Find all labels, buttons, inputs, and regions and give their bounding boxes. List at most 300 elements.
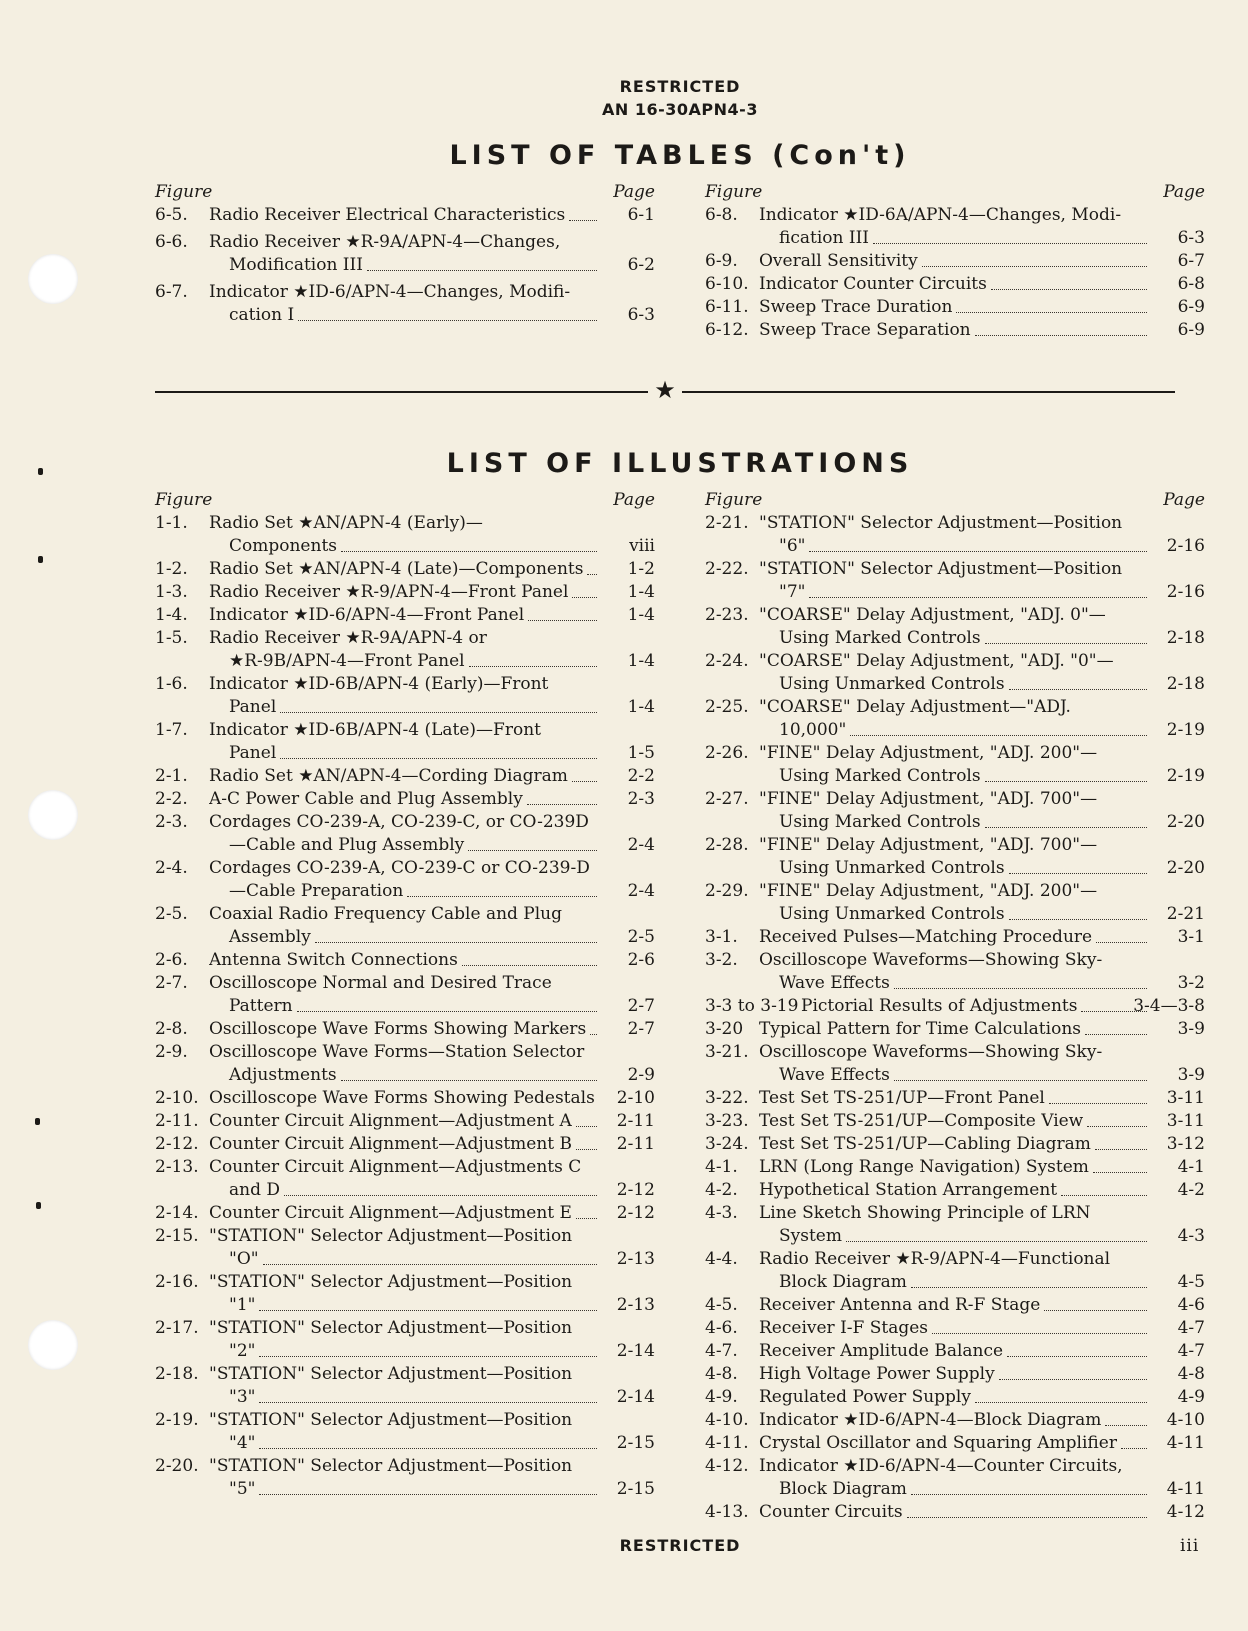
entry-title-text: Radio Receiver Electrical Characteristics (209, 205, 566, 225)
figure-number: 2-3. (155, 812, 188, 832)
entry-title-line (209, 535, 601, 558)
page-reference: 2-4 (627, 835, 655, 855)
entry-title-text: Overall Sensitivity (759, 251, 918, 271)
toc-entry (155, 512, 655, 558)
toc-entry (705, 1317, 1205, 1340)
entry-title-line: "FINE" Delay Adjustment, "ADJ. 200"— (759, 881, 1098, 901)
entry-title-text: Components (229, 536, 337, 556)
toc-entry (705, 273, 1205, 296)
entry-title-line: Coaxial Radio Frequency Cable and Plug (209, 904, 563, 924)
page-reference: 4-5 (1177, 1272, 1205, 1292)
toc-entry (155, 581, 655, 604)
figure-number: 6-8. (705, 205, 738, 225)
entry-title-text: Using Marked Controls (779, 812, 981, 832)
figure-number: 2-2. (155, 789, 188, 809)
figure-number: 2-1. (155, 766, 188, 786)
toc-entry (155, 1156, 655, 1202)
entry-title-text: 10,000" (779, 720, 847, 740)
figure-column-label: Figure (155, 490, 213, 510)
page-reference: 2-13 (616, 1249, 655, 1269)
toc-entry (705, 1432, 1205, 1455)
entry-title-text: ★R-9B/APN-4—Front Panel (229, 651, 465, 671)
entry-title-text: —Cable Preparation (229, 881, 404, 901)
dot-leader (315, 926, 597, 943)
page-reference: 6-3 (627, 305, 655, 325)
figure-number: 3-22. (705, 1088, 749, 1108)
entry-title-line (801, 995, 1151, 1018)
dot-leader (259, 1340, 597, 1357)
page-reference: 1-4 (627, 605, 655, 625)
section-divider (155, 376, 1175, 404)
entry-title-text: Pattern (229, 996, 293, 1016)
figure-number: 2-14. (155, 1203, 199, 1223)
entry-title-text: Indicator Counter Circuits (759, 274, 987, 294)
dot-leader (572, 581, 597, 598)
figure-number: 4-11. (705, 1433, 749, 1453)
dot-leader (572, 765, 597, 782)
page-reference: 6-7 (1177, 251, 1205, 271)
figure-number: 1-3. (155, 582, 188, 602)
figure-number: 4-9. (705, 1387, 738, 1407)
dot-leader (1087, 1110, 1147, 1127)
toc-entry (705, 250, 1205, 273)
toc-entry (155, 765, 655, 788)
page-reference: 6-2 (627, 255, 655, 275)
page-reference: 2-11 (616, 1111, 655, 1131)
margin-mark (35, 1118, 40, 1125)
figure-number: 2-23. (705, 605, 749, 625)
entry-title-line (209, 304, 601, 327)
toc-entry (155, 1087, 655, 1110)
entry-title-text: "2" (229, 1341, 256, 1361)
page-reference: 2-2 (627, 766, 655, 786)
figure-number: 1-1. (155, 513, 188, 533)
toc-entry (155, 788, 655, 811)
entry-title-line: Radio Set ★AN/APN-4 (Early)— (209, 513, 483, 533)
dot-leader (1096, 926, 1147, 943)
entry-title-line (759, 1064, 1151, 1087)
toc-entry (155, 1455, 655, 1501)
page-number: iii (1180, 1536, 1200, 1556)
column-header (155, 182, 655, 204)
toc-entry (705, 995, 1205, 1018)
entry-title-line (759, 627, 1151, 650)
entry-title-line (759, 765, 1151, 788)
figure-number: 2-15. (155, 1226, 199, 1246)
page-reference: 6-1 (627, 205, 655, 225)
page-reference: 4-8 (1177, 1364, 1205, 1384)
entry-title-line: Radio Receiver ★R-9A/APN-4—Changes, (209, 232, 561, 252)
entry-title-text: and D (229, 1180, 280, 1200)
toc-entry (705, 1110, 1205, 1133)
toc-entry (155, 604, 655, 627)
toc-entry (155, 1018, 655, 1041)
entry-title-line (209, 1018, 601, 1041)
figure-number: 2-5. (155, 904, 188, 924)
entry-title-text: Typical Pattern for Time Calculations (759, 1019, 1081, 1039)
dot-leader (576, 1110, 597, 1127)
entry-title-line (759, 581, 1151, 604)
dot-leader (985, 627, 1147, 644)
entry-title-line (759, 1087, 1151, 1110)
entry-title-text: Antenna Switch Connections (209, 950, 458, 970)
entry-title-line (759, 1179, 1151, 1202)
page-column-label: Page (613, 490, 655, 510)
dot-leader (576, 1133, 597, 1150)
dot-leader (932, 1317, 1147, 1334)
entry-title-text: Radio Set ★AN/APN-4—Cording Diagram (209, 766, 568, 786)
entry-title-text: Oscilloscope Wave Forms Showing Markers (209, 1019, 587, 1039)
dot-leader (991, 273, 1147, 290)
entry-title-text: —Cable and Plug Assembly (229, 835, 465, 855)
figure-number: 4-6. (705, 1318, 738, 1338)
entry-title-line (759, 926, 1151, 949)
figure-number: 3-21. (705, 1042, 749, 1062)
entry-title-line (209, 696, 601, 719)
entry-title-line: "STATION" Selector Adjustment—Position (209, 1318, 573, 1338)
figure-number: 6-12. (705, 320, 749, 340)
page-reference: 2-5 (627, 927, 655, 947)
dot-leader (975, 1386, 1147, 1403)
toc-entry (705, 834, 1205, 880)
toc-entry (155, 903, 655, 949)
toc-entry (155, 673, 655, 719)
entry-title-text: Wave Effects (779, 973, 890, 993)
toc-entry (705, 1156, 1205, 1179)
figure-number: 4-13. (705, 1502, 749, 1522)
entry-title-text: Receiver Amplitude Balance (759, 1341, 1004, 1361)
entry-title-line: Cordages CO-239-A, CO-239-C, or CO-239D (209, 812, 589, 832)
entry-title-line (759, 903, 1151, 926)
toc-entry (155, 204, 655, 227)
figure-number: 2-25. (705, 697, 749, 717)
figure-number: 4-12. (705, 1456, 749, 1476)
entry-title-line: "STATION" Selector Adjustment—Position (209, 1226, 573, 1246)
entry-title-line (759, 1386, 1151, 1409)
toc-entry (705, 558, 1205, 604)
page-reference: 4-10 (1166, 1410, 1205, 1430)
illustrations-right-column (705, 490, 1205, 1524)
figure-number: 3-3 to 3-19 (705, 996, 799, 1016)
dot-leader (1105, 1409, 1147, 1426)
page-reference: 2-11 (616, 1134, 655, 1154)
toc-entry (705, 1294, 1205, 1317)
page-reference: 4-3 (1177, 1226, 1205, 1246)
figure-number: 1-6. (155, 674, 188, 694)
entry-title-line (759, 1317, 1151, 1340)
entry-title-line: "STATION" Selector Adjustment—Position (759, 559, 1123, 579)
dot-leader (468, 834, 597, 851)
divider-line (155, 391, 648, 393)
entry-title-line (209, 1087, 601, 1110)
figure-number: 2-9. (155, 1042, 188, 1062)
page-reference: 2-15 (616, 1479, 655, 1499)
entry-title-text: "7" (779, 582, 806, 602)
page-reference: 4-2 (1177, 1180, 1205, 1200)
figure-number: 6-6. (155, 232, 188, 252)
entry-title-text: Counter Circuit Alignment—Adjustment B (209, 1134, 573, 1154)
page-reference: 1-4 (627, 697, 655, 717)
toc-entry (155, 627, 655, 673)
page-reference: 2-12 (616, 1180, 655, 1200)
dot-leader (1007, 1340, 1147, 1357)
figure-number: 2-13. (155, 1157, 199, 1177)
entry-title-line (759, 1478, 1151, 1501)
figure-number: 2-20. (155, 1456, 199, 1476)
dot-leader (259, 1294, 597, 1311)
entry-title-text: High Voltage Power Supply (759, 1364, 995, 1384)
entry-title-text: Regulated Power Supply (759, 1387, 971, 1407)
entry-title-line (209, 1340, 601, 1363)
dot-leader (341, 535, 597, 552)
entry-title-line (209, 1110, 601, 1133)
entry-title-line (759, 1432, 1151, 1455)
page-reference: 2-10 (616, 1088, 655, 1108)
page-reference: 1-2 (627, 559, 655, 579)
entry-title-line: Oscilloscope Normal and Desired Trace (209, 973, 552, 993)
entry-title-line (759, 250, 1151, 273)
toc-entry (705, 742, 1205, 788)
toc-entry (705, 788, 1205, 834)
entry-title-line (759, 972, 1151, 995)
entry-title-line: "FINE" Delay Adjustment, "ADJ. 700"— (759, 789, 1098, 809)
tables-right-column (705, 182, 1205, 342)
dot-leader (1009, 857, 1147, 874)
entry-title-text: Received Pulses—Matching Procedure (759, 927, 1093, 947)
dot-leader (462, 949, 597, 966)
dot-leader (999, 1363, 1147, 1380)
entry-title-line (209, 1179, 601, 1202)
figure-number: 4-2. (705, 1180, 738, 1200)
dot-leader (576, 1202, 597, 1219)
dot-leader (985, 765, 1147, 782)
entry-title-line (209, 254, 601, 277)
page-reference: 2-4 (627, 881, 655, 901)
binder-hole (28, 1320, 78, 1370)
entry-title-text: Pictorial Results of Adjustments (801, 996, 1078, 1016)
figure-number: 3-24. (705, 1134, 749, 1154)
page-reference: 2-7 (627, 996, 655, 1016)
entry-title-text: Sweep Trace Separation (759, 320, 971, 340)
figure-number: 3-1. (705, 927, 738, 947)
entry-title-line (759, 1110, 1151, 1133)
toc-entry (705, 1179, 1205, 1202)
entry-title-line (209, 880, 601, 903)
page-reference: 4-6 (1177, 1295, 1205, 1315)
dot-leader (528, 604, 597, 621)
dot-leader (284, 1179, 597, 1196)
figure-number: 2-21. (705, 513, 749, 533)
entry-title-line (209, 834, 601, 857)
entry-title-line (209, 1064, 601, 1087)
entry-title-line (759, 1018, 1151, 1041)
entry-title-line (759, 1225, 1151, 1248)
figure-number: 4-8. (705, 1364, 738, 1384)
figure-number: 2-6. (155, 950, 188, 970)
entry-title-text: "4" (229, 1433, 256, 1453)
page-reference: 2-12 (616, 1203, 655, 1223)
page-reference: viii (629, 536, 655, 556)
entry-title-line (759, 273, 1151, 296)
toc-entry (155, 811, 655, 857)
toc-entry (705, 604, 1205, 650)
entry-title-line: Cordages CO-239-A, CO-239-C or CO-239-D (209, 858, 590, 878)
footer-security-classification: RESTRICTED (619, 1536, 741, 1555)
entry-title-line (759, 1271, 1151, 1294)
page-reference: 3-2 (1177, 973, 1205, 993)
toc-entry (705, 204, 1205, 250)
dot-leader (569, 204, 597, 221)
entry-title-line (209, 926, 601, 949)
entry-title-text: cation I (229, 305, 295, 325)
page-reference: 3-11 (1166, 1088, 1205, 1108)
figure-number: 2-7. (155, 973, 188, 993)
entry-title-line (759, 296, 1151, 319)
entry-title-line: Indicator ★ID-6/APN-4—Counter Circuits, (759, 1456, 1123, 1476)
divider-line (682, 391, 1175, 393)
binder-hole (28, 790, 78, 840)
entry-title-line (759, 1340, 1151, 1363)
toc-entry (155, 281, 655, 327)
entry-title-text: Sweep Trace Duration (759, 297, 953, 317)
entry-title-line (209, 1478, 601, 1501)
entry-title-text: Oscilloscope Wave Forms Showing Pedestals (209, 1088, 595, 1108)
figure-number: 3-20 (705, 1019, 744, 1039)
page-reference: 3-1 (1177, 927, 1205, 947)
entry-title-line (209, 949, 601, 972)
entry-title-line: Oscilloscope Waveforms—Showing Sky- (759, 950, 1103, 970)
entry-title-line: "FINE" Delay Adjustment, "ADJ. 200"— (759, 743, 1098, 763)
figure-number: 2-4. (155, 858, 188, 878)
entry-title-line: "STATION" Selector Adjustment—Position (209, 1272, 573, 1292)
entry-title-text: LRN (Long Range Navigation) System (759, 1157, 1089, 1177)
dot-leader (1049, 1087, 1147, 1104)
entry-title-line (759, 1294, 1151, 1317)
dot-leader (407, 880, 597, 897)
list-of-illustrations-title: LIST OF ILLUSTRATIONS (446, 448, 914, 479)
page-reference: 2-3 (627, 789, 655, 809)
dot-leader (367, 254, 597, 271)
toc-entry (705, 319, 1205, 342)
figure-column-label: Figure (155, 182, 213, 202)
figure-number: 3-23. (705, 1111, 749, 1131)
dot-leader (911, 1478, 1147, 1495)
page-reference: 2-14 (616, 1341, 655, 1361)
entry-title-line: "STATION" Selector Adjustment—Position (759, 513, 1123, 533)
toc-entry (155, 949, 655, 972)
entry-title-text: Counter Circuit Alignment—Adjustment A (209, 1111, 572, 1131)
toc-entry (705, 1133, 1205, 1156)
toc-entry (705, 1087, 1205, 1110)
dot-leader (280, 696, 597, 713)
dot-leader (985, 811, 1147, 828)
entry-title-line (759, 1409, 1151, 1432)
entry-title-line (209, 1386, 601, 1409)
dot-leader (922, 250, 1147, 267)
toc-entry (155, 1133, 655, 1156)
entry-title-line (759, 1501, 1151, 1524)
toc-entry (155, 1409, 655, 1455)
page-reference: 1-5 (627, 743, 655, 763)
entry-title-line: Indicator ★ID-6B/APN-4 (Early)—Front (209, 674, 549, 694)
entry-title-line: "STATION" Selector Adjustment—Position (209, 1364, 573, 1384)
entry-title-line (209, 650, 601, 673)
entry-title-line (759, 1133, 1151, 1156)
page-reference: 2-21 (1166, 904, 1205, 924)
entry-title-line: Radio Receiver ★R-9A/APN-4 or (209, 628, 487, 648)
entry-title-text: Test Set TS-251/UP—Cabling Diagram (759, 1134, 1091, 1154)
entry-title-line (209, 1432, 601, 1455)
entry-title-line (209, 581, 601, 604)
list-of-tables-title: LIST OF TABLES (Con't) (449, 140, 911, 171)
entry-title-line (759, 811, 1151, 834)
page-reference: 1-4 (627, 651, 655, 671)
dot-leader (1121, 1432, 1147, 1449)
page-reference: 2-20 (1166, 812, 1205, 832)
figure-number: 2-19. (155, 1410, 199, 1430)
page-reference: 2-9 (627, 1065, 655, 1085)
toc-entry (705, 949, 1205, 995)
page-reference: 3-9 (1177, 1019, 1205, 1039)
entry-title-line: Indicator ★ID-6B/APN-4 (Late)—Front (209, 720, 541, 740)
figure-number: 1-7. (155, 720, 188, 740)
page-reference: 3-12 (1166, 1134, 1205, 1154)
toc-entry (155, 857, 655, 903)
dot-leader (1061, 1179, 1147, 1196)
dot-leader (280, 742, 597, 759)
entry-title-line: "COARSE" Delay Adjustment—"ADJ. (759, 697, 1071, 717)
entry-title-line (209, 1202, 601, 1225)
toc-entry (705, 880, 1205, 926)
entry-title-text: Receiver I-F Stages (759, 1318, 929, 1338)
page-reference: 4-11 (1166, 1479, 1205, 1499)
figure-number: 2-17. (155, 1318, 199, 1338)
figure-number: 1-2. (155, 559, 188, 579)
entry-title-text: System (779, 1226, 842, 1246)
dot-leader (1085, 1018, 1147, 1035)
toc-entry (705, 1501, 1205, 1524)
document-number: AN 16-30APN4-3 (602, 100, 758, 119)
toc-entry (155, 231, 655, 277)
entry-title-text: Panel (229, 697, 277, 717)
page-reference: 2-18 (1166, 628, 1205, 648)
entry-title-line (209, 1294, 601, 1317)
entry-title-text: Modification III (229, 255, 363, 275)
entry-title-line (209, 1248, 601, 1271)
toc-entry (155, 1363, 655, 1409)
dot-leader (587, 558, 597, 575)
dot-leader (263, 1248, 597, 1265)
entry-title-text: Receiver Antenna and R-F Stage (759, 1295, 1041, 1315)
entry-title-text: Test Set TS-251/UP—Front Panel (759, 1088, 1045, 1108)
entry-title-text: "O" (229, 1249, 259, 1269)
figure-number: 2-18. (155, 1364, 199, 1384)
page-reference: 2-14 (616, 1387, 655, 1407)
page-reference: 3-9 (1177, 1065, 1205, 1085)
toc-entry (155, 1041, 655, 1087)
page-reference: 2-16 (1166, 536, 1205, 556)
toc-entry (155, 719, 655, 765)
entry-title-line (759, 1363, 1151, 1386)
figure-number: 2-29. (705, 881, 749, 901)
dot-leader (527, 788, 597, 805)
dot-leader (894, 1064, 1147, 1081)
entry-title-text: Radio Set ★AN/APN-4 (Late)—Components (209, 559, 584, 579)
entry-title-line (209, 765, 601, 788)
figure-number: 2-16. (155, 1272, 199, 1292)
toc-entry (705, 1386, 1205, 1409)
page-reference: 4-11 (1166, 1433, 1205, 1453)
